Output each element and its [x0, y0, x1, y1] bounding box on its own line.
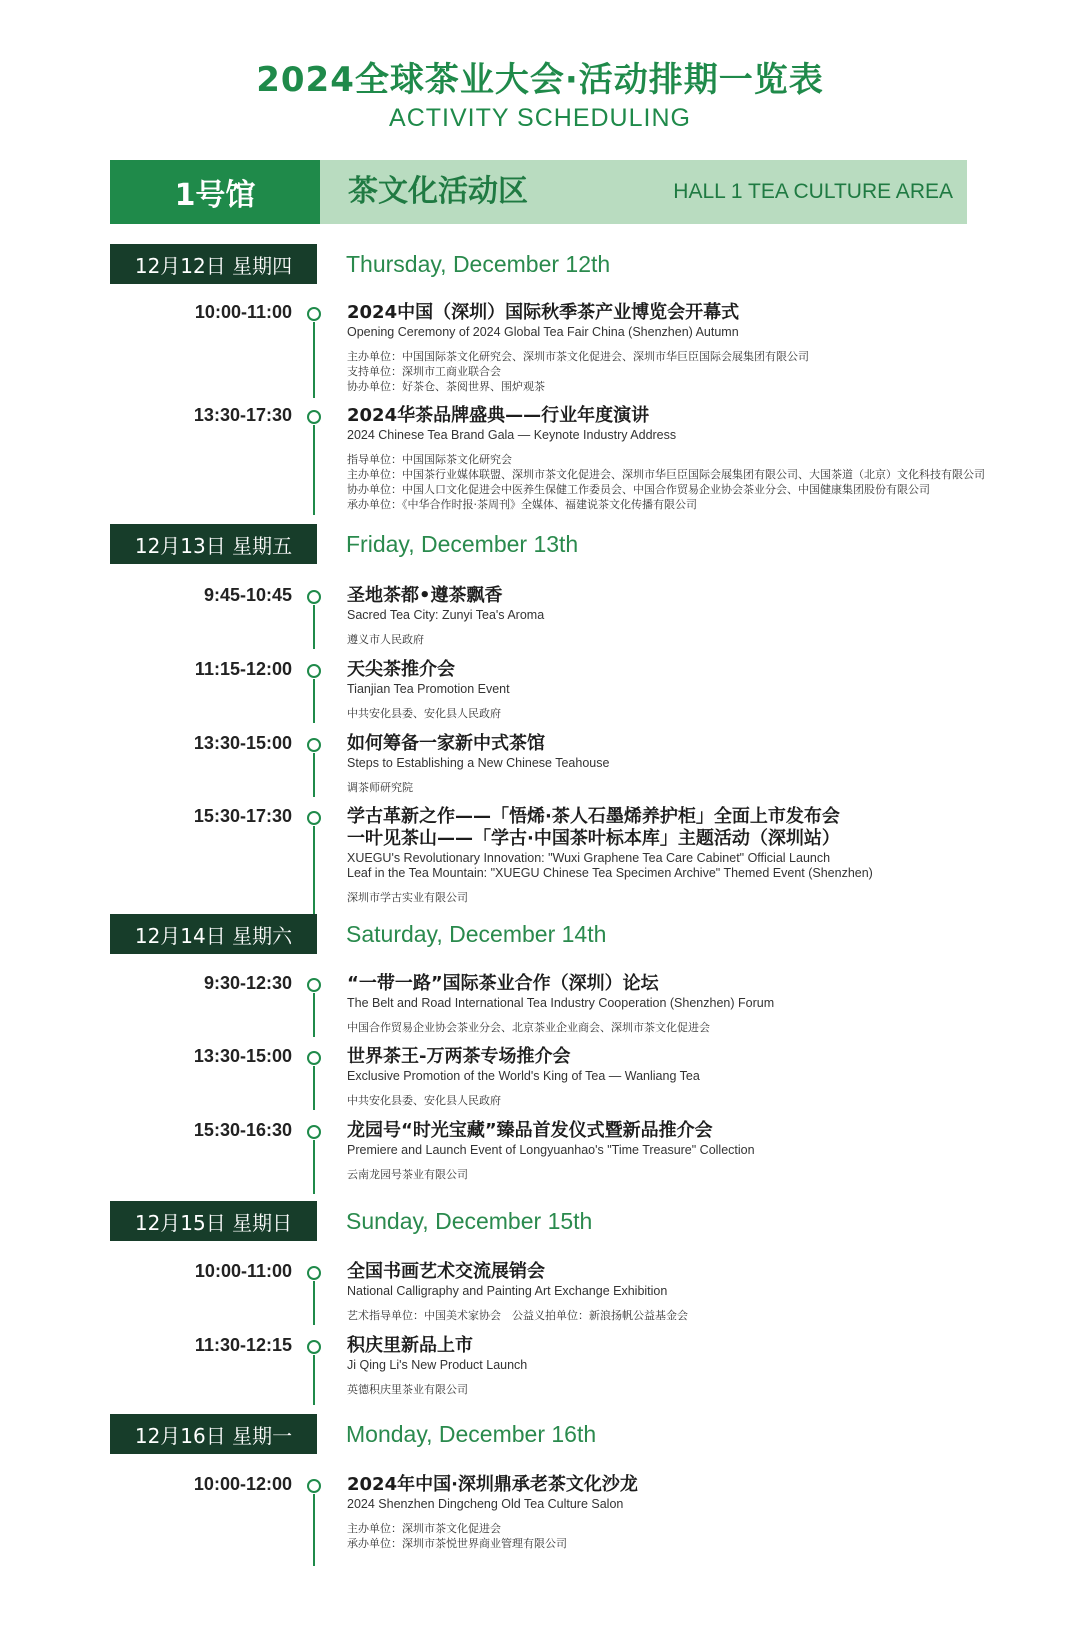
page-subtitle: ACTIVITY SCHEDULING [389, 104, 691, 132]
event-time: 9:30-12:30 [203, 973, 292, 993]
day-date-en: Monday, December 16th [346, 1421, 597, 1447]
event-organizer: 调茶师研究院 [347, 781, 413, 794]
timeline-line [313, 1066, 315, 1110]
timeline-line [313, 1140, 315, 1194]
event-time: 13:30-17:30 [193, 405, 292, 425]
event-title-cn: 龙园号“时光宝藏”臻品首发仪式暨新品推介会 [347, 1120, 713, 1141]
event-time: 11:30-12:15 [194, 1335, 292, 1355]
timeline-dot [307, 664, 321, 678]
timeline-line [313, 679, 315, 723]
timeline-line [313, 826, 315, 914]
event-title-cn: 世界茶王-万两茶专场推介会 [347, 1046, 571, 1067]
timeline-line [313, 1355, 315, 1405]
event-title-en: XUEGU's Revolutionary Innovation: "Wuxi Graphene Tea Care Cabinet" Official Launch [347, 851, 831, 865]
event-organizer: 承办单位：深圳市茶悦世界商业管理有限公司 [347, 1537, 567, 1550]
event-title-cn: 2024中国（深圳）国际秋季茶产业博览会开幕式 [347, 302, 740, 323]
day-date-cn: 12月14日 星期六 [110, 914, 317, 954]
event-title-en: 2024 Shenzhen Dingcheng Old Tea Culture Salon [347, 1497, 624, 1511]
event-title-en: Sacred Tea City: Zunyi Tea's Aroma [347, 608, 545, 622]
event-title-en: National Calligraphy and Painting Art Exchange Exhibition [347, 1284, 668, 1298]
event-organizer: 深圳市学古实业有限公司 [347, 891, 468, 904]
timeline-dot [307, 1479, 321, 1493]
event-time: 10:00-11:00 [194, 302, 292, 322]
event-organizer: 英德积庆里茶业有限公司 [347, 1383, 468, 1396]
event-title-cn: 如何筹备一家新中式茶馆 [347, 733, 545, 754]
day-header [110, 244, 967, 284]
timeline-dot [307, 1051, 321, 1065]
event-organizer: 中国合作贸易企业协会茶业分会、北京茶业企业商会、深圳市茶文化促进会 [347, 1021, 710, 1034]
event-title-en: Exclusive Promotion of the World's King of Tea — Wanliang Tea [347, 1069, 700, 1083]
day-date-en: Thursday, December 12th [346, 251, 611, 277]
event-title-cn: 积庆里新品上市 [347, 1335, 473, 1356]
timeline-dot [307, 1340, 321, 1354]
event-time: 15:30-16:30 [193, 1120, 292, 1140]
event-organizer: 承办单位：《中华合作时报·茶周刊》全媒体、福建说茶文化传播有限公司 [347, 498, 697, 511]
timeline-dot [307, 590, 321, 604]
timeline-line [313, 425, 315, 515]
day-header [110, 1414, 967, 1454]
timeline-dot [307, 1125, 321, 1139]
event-organizer: 支持单位：深圳市工商业联合会 [347, 365, 501, 378]
event-time: 11:15-12:00 [194, 659, 292, 679]
event-organizer: 协办单位：中国人口文化促进会中医养生保健工作委员会、中国合作贸易企业协会茶业分会、中国健康集团股份有限公司 [347, 483, 930, 496]
event-title-cn: 学古革新之作——「悟烯·茶人石墨烯养护柜」全面上市发布会 [347, 806, 840, 827]
day-date-cn: 12月13日 星期五 [110, 524, 317, 564]
hall-name-en: HALL 1 TEA CULTURE AREA [673, 180, 953, 203]
timeline-dot [307, 978, 321, 992]
event-time: 15:30-17:30 [193, 806, 292, 826]
timeline-dot [307, 410, 321, 424]
timeline-line [313, 1494, 315, 1566]
day-header [110, 914, 967, 954]
event-time: 10:00-11:00 [194, 1261, 292, 1281]
event-title-cn: 全国书画艺术交流展销会 [347, 1261, 545, 1282]
event-organizer: 艺术指导单位：中国美术家协会 公益义拍单位：新浪扬帆公益基金会 [347, 1309, 688, 1322]
hall-number: 1号馆 [110, 160, 320, 224]
timeline-line [313, 753, 315, 797]
event-title-en: Opening Ceremony of 2024 Global Tea Fair China (Shenzhen) Autumn [347, 325, 739, 339]
timeline-dot [307, 1266, 321, 1280]
event-title-en: Ji Qing Li's New Product Launch [347, 1358, 528, 1372]
event-time: 13:30-15:00 [193, 733, 292, 753]
timeline-dot [307, 738, 321, 752]
event-title-en: Tianjian Tea Promotion Event [347, 682, 510, 696]
event-organizer: 云南龙园号茶业有限公司 [347, 1168, 468, 1181]
event-time: 9:45-10:45 [203, 585, 292, 605]
hall-banner [110, 160, 967, 224]
event-title-cn: 圣地茶都•遵茶飘香 [347, 585, 503, 606]
event-organizer: 主办单位：深圳市茶文化促进会 [347, 1522, 501, 1535]
event-title-en: The Belt and Road International Tea Industry Cooperation (Shenzhen) Forum [347, 996, 775, 1010]
timeline-line [313, 1281, 315, 1325]
hall-name-cn: 茶文化活动区 [348, 174, 528, 209]
event-organizer: 遵义市人民政府 [347, 633, 424, 646]
day-header [110, 1201, 967, 1241]
event-time: 13:30-15:00 [193, 1046, 292, 1066]
day-header [110, 524, 967, 564]
event-title-en: 2024 Chinese Tea Brand Gala — Keynote Industry Address [347, 428, 677, 442]
event-organizer: 指导单位：中国国际茶文化研究会 [347, 453, 512, 466]
timeline-line [313, 322, 315, 398]
event-title-en-line2: Leaf in the Tea Mountain: "XUEGU Chinese Tea Specimen Archive" Themed Event (Shenzhen) [347, 866, 873, 880]
event-organizer: 协办单位：好茶仓、茶阅世界、围炉观茶 [347, 380, 545, 393]
event-title-cn: 天尖茶推介会 [347, 659, 455, 680]
day-date-cn: 12月12日 星期四 [110, 244, 317, 284]
day-date-en: Sunday, December 15th [346, 1208, 593, 1234]
event-title-en: Premiere and Launch Event of Longyuanhao's "Time Treasure" Collection [347, 1143, 755, 1157]
event-time: 10:00-12:00 [193, 1474, 292, 1494]
event-title-cn: 2024华茶品牌盛典——行业年度演讲 [347, 405, 650, 426]
day-date-cn: 12月16日 星期一 [110, 1414, 317, 1454]
timeline-dot [307, 811, 321, 825]
day-date-en: Friday, December 13th [346, 531, 579, 557]
timeline-line [313, 993, 315, 1037]
day-date-en: Saturday, December 14th [346, 921, 607, 947]
page-title: 2024全球茶业大会·活动排期一览表 [256, 60, 824, 100]
event-title-cn: “一带一路”国际茶业合作（深圳）论坛 [347, 973, 659, 994]
event-organizer: 主办单位：中国国际茶文化研究会、深圳市茶文化促进会、深圳市华巨臣国际会展集团有限公司 [347, 350, 809, 363]
event-organizer: 中共安化县委、安化县人民政府 [347, 1094, 501, 1107]
event-organizer: 主办单位：中国茶行业媒体联盟、深圳市茶文化促进会、深圳市华巨臣国际会展集团有限公司、大国茶道（北京）文化科技有限公司 [347, 468, 985, 481]
day-date-cn: 12月15日 星期日 [110, 1201, 317, 1241]
timeline-dot [307, 307, 321, 321]
timeline-line [313, 605, 315, 649]
event-title-en: Steps to Establishing a New Chinese Teahouse [347, 756, 610, 770]
event-title-cn: 2024年中国·深圳鼎承老茶文化沙龙 [347, 1474, 638, 1495]
event-title-cn-line2: 一叶见茶山——「学古·中国茶叶标本库」主题活动（深圳站） [347, 828, 840, 849]
event-organizer: 中共安化县委、安化县人民政府 [347, 707, 501, 720]
